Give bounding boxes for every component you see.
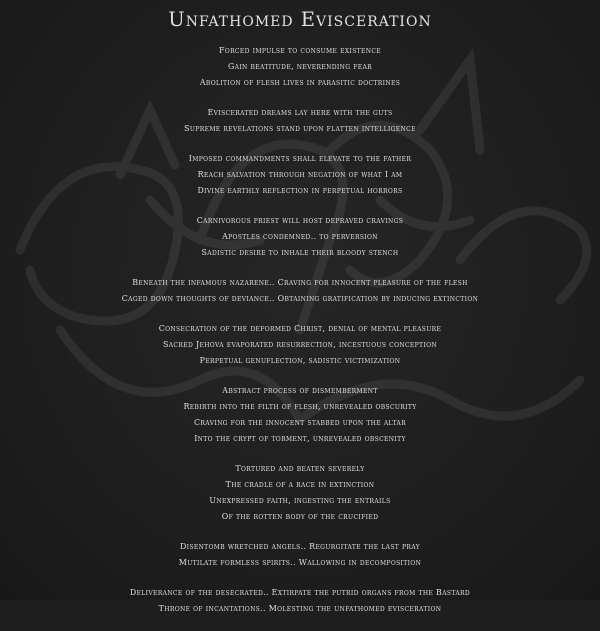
lyric-line: Unexpressed faith, ingesting the entrails <box>209 496 391 505</box>
lyric-line: Craving for the innocent stabbed upon the altar <box>194 418 406 427</box>
lyric-line: Reach salvation through negation of what I am <box>197 170 403 179</box>
lyric-line: Forced impulse to consume existence <box>218 46 382 55</box>
lyric-line: Consecration of the deformed Christ, denial of mental pleasure <box>158 324 442 333</box>
lyric-line: Disentomb wretched angels.. Regurgitate the last pray <box>179 542 421 551</box>
stanza-4 <box>0 213 600 261</box>
lyric-line: Gain beatitude, neverending fear <box>227 62 372 71</box>
lyric-line: Carnivorous priest will host depraved cravings <box>196 216 404 225</box>
stanza-2 <box>0 105 600 137</box>
lyric-line: Perpetual genuflection, sadistic victimization <box>199 356 401 365</box>
lyric-line: Caged down thoughts of deviance.. Obtaining gratification by inducing extinction <box>121 294 479 303</box>
lyric-line: Divine earthly reflection in perpetual horrors <box>197 186 403 195</box>
lyric-line: Mutilate formless spirits.. Wallowing in decomposition <box>178 558 422 567</box>
lyric-line: Supreme revelations stand upon flatten intelligence <box>184 124 416 133</box>
stanza-3 <box>0 151 600 199</box>
stanza-7 <box>0 383 600 447</box>
lyric-line: Deliverance of the desecrated.. Extirpate the putrid organs from the Bastard <box>129 588 471 597</box>
lyric-line: Tortured and beaten severely <box>235 464 365 473</box>
lyric-line: Abstract process of dismemberment <box>222 386 378 395</box>
lyric-line: Sacred Jehova evaporated resurrection, incestuous conception <box>162 340 437 349</box>
stanza-6 <box>0 321 600 369</box>
lyric-line: Into the crypt of torment, unrevealed obscenity <box>194 434 406 443</box>
lyric-line: Abolition of flesh lives in parasitic doctrines <box>199 78 401 87</box>
stanza-5 <box>0 275 600 307</box>
lyric-line: Of the rotten body of the crucified <box>221 512 379 521</box>
lyric-line: Rebirth into the filth of flesh, unrevealed obscurity <box>183 402 417 411</box>
lyric-line: Beneath the infamous nazarene.. Craving for innocent pleasure of the flesh <box>132 278 468 287</box>
lyrics-content <box>0 4 600 631</box>
lyric-line: Eviscerated dreams lay here with the guts <box>207 108 393 117</box>
stanza-10 <box>0 585 600 617</box>
lyric-line: The cradle of a race in extinction <box>225 480 375 489</box>
song-title: Unfathomed Evisceration <box>168 8 432 31</box>
lyric-line: Apostles condemned.. to perversion <box>222 232 378 241</box>
stanza-8 <box>0 461 600 525</box>
stanza-9 <box>0 539 600 571</box>
stanza-1 <box>0 43 600 91</box>
lyric-line: Imposed commandments shall elevate to the father <box>188 154 412 163</box>
lyric-line: Sadistic desire to inhale their bloody stench <box>201 248 399 257</box>
lyric-line: Throne of incantations.. Molesting the unfathomed evisceration <box>158 604 442 613</box>
